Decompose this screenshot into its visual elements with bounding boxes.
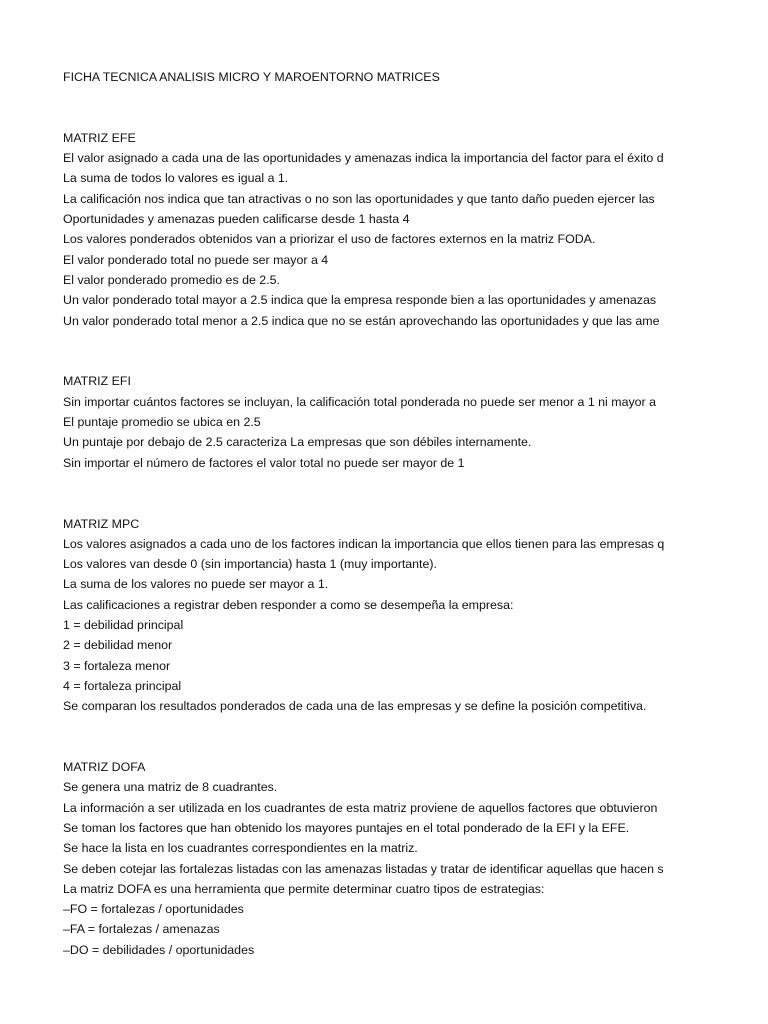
text-line: Se hace la lista en los cuadrantes correspondientes en la matriz.	[63, 841, 418, 856]
text-line: Se genera una matriz de 8 cuadrantes.	[63, 780, 278, 795]
section-matriz-mpc	[63, 514, 669, 717]
section-heading: MATRIZ DOFA	[63, 760, 146, 775]
text-line: El valor ponderado promedio es de 2.5.	[63, 272, 280, 287]
text-line: 4 = fortaleza principal	[63, 678, 182, 693]
text-line: 1 = debilidad principal	[63, 618, 184, 633]
sections-container	[63, 128, 669, 960]
document-title: FICHA TECNICA ANALISIS MICRO Y MAROENTORNO MATRICES	[63, 70, 440, 84]
text-line: Oportunidades y amenazas pueden calificarse desde 1 hasta 4	[63, 212, 410, 227]
section-heading: MATRIZ EFI	[63, 374, 131, 389]
document-content	[63, 67, 669, 960]
text-line: Un valor ponderado total menor a 2.5 indica que no se están aprovechando las oportunidades y que las ame	[63, 313, 660, 328]
text-line: Los valores asignados a cada uno de los factores indican la importancia que ellos tienen para las empresas q	[63, 536, 665, 551]
text-line: –DO = debilidades / oportunidades	[63, 942, 255, 957]
text-line: Un puntaje por debajo de 2.5 caracteriza La empresas que son débiles internamente.	[63, 435, 532, 450]
text-line: Se comparan los resultados ponderados de cada una de las empresas y se define la posición competitiva.	[63, 699, 647, 714]
section-matriz-efi	[63, 371, 669, 472]
text-line: Los valores ponderados obtenidos van a priorizar el uso de factores externos en la matriz FODA.	[63, 232, 596, 247]
text-line: La suma de los valores no puede ser mayor a 1.	[63, 577, 329, 592]
text-line: El puntaje promedio se ubica en 2.5	[63, 415, 261, 430]
text-line: Un valor ponderado total mayor a 2.5 indica que la empresa responde bien a las oportunidades y amenazas	[63, 293, 657, 308]
text-line: –FO = fortalezas / oportunidades	[63, 902, 244, 917]
section-matriz-efe	[63, 128, 669, 331]
text-line: El valor ponderado total no puede ser mayor a 4	[63, 252, 329, 267]
text-line: La suma de todos lo valores es igual a 1.	[63, 171, 289, 186]
text-line: La matriz DOFA es una herramienta que permite determinar cuatro tipos de estrategias:	[63, 881, 545, 896]
text-line: 3 = fortaleza menor	[63, 658, 171, 673]
text-line: Sin importar cuántos factores se incluyan, la calificación total ponderada no puede ser menor a 1 ni mayor a	[63, 394, 657, 409]
section-matriz-dofa	[63, 757, 669, 960]
text-line: Sin importar el número de factores el valor total no puede ser mayor de 1	[63, 455, 465, 470]
text-line: El valor asignado a cada una de las oportunidades y amenazas indica la importancia del factor para el éxito d	[63, 151, 664, 166]
text-line: –FA = fortalezas / amenazas	[63, 922, 220, 937]
section-heading: MATRIZ EFE	[63, 130, 136, 145]
section-heading: MATRIZ MPC	[63, 516, 140, 531]
text-line: Los valores van desde 0 (sin importancia) hasta 1 (muy importante).	[63, 557, 437, 572]
text-line: 2 = debilidad menor	[63, 638, 173, 653]
text-line: La calificación nos indica que tan atractivas o no son las oportunidades y que tanto daño pueden ejercer las	[63, 191, 655, 206]
text-line: Se deben cotejar las fortalezas listadas con las amenazas listadas y tratar de identificar aquellas que hacen s	[63, 861, 664, 876]
text-line: Las calificaciones a registrar deben responder a como se desempeña la empresa:	[63, 597, 514, 612]
text-line: Se toman los factores que han obtenido los mayores puntajes en el total ponderado de la EFI y la EFE.	[63, 820, 630, 835]
text-line: La información a ser utilizada en los cuadrantes de esta matriz proviene de aquellos factores que obtuvieron	[63, 800, 658, 815]
